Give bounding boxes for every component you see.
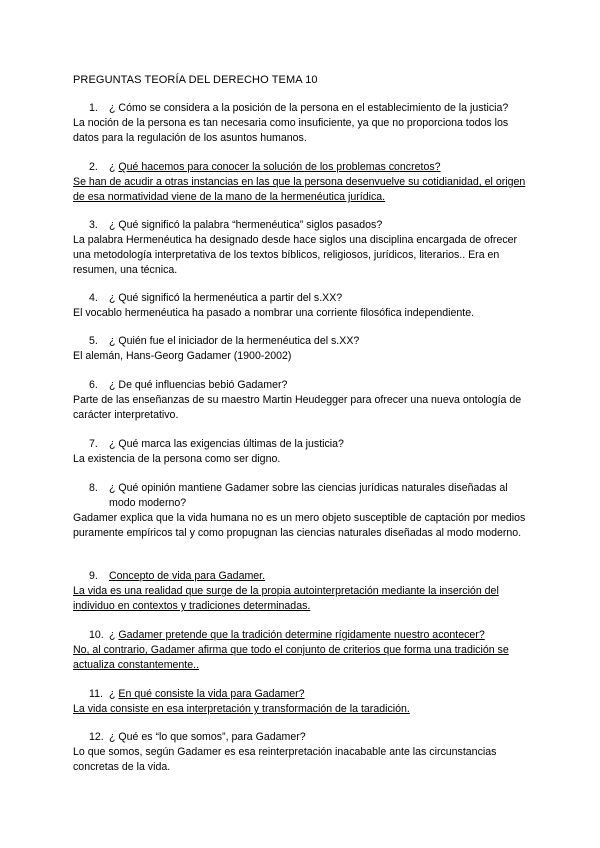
answer-9: La vida es una realidad que surge de la propia autointerpretación mediante la inserción del individuo en contextos y tradiciones determinadas.	[73, 585, 499, 612]
qa-item-7	[73, 437, 533, 467]
question-text: ¿ Qué significó la palabra “hermenéutica” siglos pasados?	[109, 219, 383, 231]
answer-4: El vocablo hermenéutica ha pasado a nombrar una corriente filosófica independiente.	[73, 307, 475, 319]
question-text: Qué hacemos para conocer la solución de los problemas concretos?	[118, 161, 441, 173]
qa-item-2	[73, 160, 533, 205]
question-1	[73, 101, 533, 116]
question-number: 5.	[89, 335, 98, 347]
answer-7: La existencia de la persona como ser digno.	[73, 453, 281, 465]
qa-item-1	[73, 101, 533, 146]
question-number: 1.	[89, 102, 98, 114]
question-text: ¿ Qué es “lo que somos”, para Gadamer?	[109, 731, 306, 743]
question-prefix: ¿	[109, 688, 119, 700]
question-text: ¿ Qué marca las exigencias últimas de la justicia?	[109, 438, 344, 450]
question-number: 2.	[89, 161, 98, 173]
question-12	[73, 730, 533, 745]
question-number: 7.	[89, 438, 98, 450]
question-8	[73, 481, 533, 511]
qa-item-4	[73, 291, 533, 321]
question-text: ¿ De qué influencias bebió Gadamer?	[109, 379, 288, 391]
question-text: Concepto de vida para Gadamer.	[109, 570, 266, 582]
question-2	[73, 160, 533, 175]
question-text: En qué consiste la vida para Gadamer?	[118, 688, 305, 700]
question-7	[73, 437, 533, 452]
question-text: Gadamer pretende que la tradición determine rígidamente nuestro acontecer?	[118, 629, 485, 641]
qa-item-5	[73, 334, 533, 364]
answer-11: La vida consiste en esa interpretación y transformación de la taradición.	[73, 703, 410, 715]
question-11	[73, 687, 533, 702]
question-text: ¿ Cómo se considera a la posición de la persona en el establecimiento de la justicia?	[109, 102, 509, 114]
answer-2: Se han de acudir a otras instancias en las que la persona desenvuelve su cotidianidad, el origen de esa normatividad viene de la mano de la hermenéutica jurídica.	[73, 176, 526, 203]
answer-12: Lo que somos, según Gadamer es esa reinterpretación inacabable ante las circunstancias concretas de la vida.	[73, 746, 497, 773]
qa-item-9	[73, 569, 533, 614]
question-number: 8.	[89, 482, 98, 494]
answer-1: La noción de la persona es tan necesaria como insuficiente, ya que no proporciona todos los datos para la regulación de los asuntos humanos.	[73, 117, 509, 144]
page-title: PREGUNTAS TEORÍA DEL DERECHO TEMA 10	[73, 74, 318, 86]
question-3	[73, 218, 533, 233]
question-9	[73, 569, 533, 584]
answer-10: No, al contrario, Gadamer afirma que todo el conjunto de criterios que forma una tradición se actualiza constantemente..	[73, 644, 509, 671]
qa-item-6	[73, 378, 533, 423]
question-6	[73, 378, 533, 393]
question-prefix: ¿	[109, 161, 119, 173]
answer-5: El alemán, Hans-Georg Gadamer (1900-2002)	[73, 350, 292, 362]
question-prefix: ¿	[109, 629, 119, 641]
question-number: 4.	[89, 292, 98, 304]
qa-item-12	[73, 730, 533, 775]
question-number: 12.	[89, 731, 104, 743]
answer-8: Gadamer explica que la vida humana no es un mero objeto susceptible de captación por medios puramente empíricos tal y como propugnan las ciencias naturales diseñadas al modo moderno.	[73, 512, 526, 539]
question-text: ¿ Qué opinión mantiene Gadamer sobre las ciencias jurídicas naturales diseñadas al modo moderno?	[109, 482, 508, 509]
qa-item-10	[73, 628, 533, 673]
question-number: 9.	[89, 570, 98, 582]
question-number: 10.	[89, 629, 104, 641]
answer-3: La palabra Hermenéutica ha designado desde hace siglos una disciplina encargada de ofrecer una metodología interpretativa de los textos bíblicos, religiosos, jurídicos, literarios.. Era en resumen, una técnica.	[73, 234, 518, 276]
question-number: 11.	[89, 688, 103, 700]
qa-item-11	[73, 687, 533, 717]
qa-item-3	[73, 218, 533, 278]
answer-6: Parte de las enseñanzas de su maestro Martin Heudegger para ofrecer una nueva ontología de carácter interpretativo.	[73, 394, 522, 421]
qa-item-8	[73, 481, 533, 541]
question-number: 3.	[89, 219, 98, 231]
question-10	[73, 628, 533, 643]
question-number: 6.	[89, 379, 98, 391]
question-text: ¿ Quién fue el iniciador de la hermenéutica del s.XX?	[109, 335, 360, 347]
question-4	[73, 291, 533, 306]
question-5	[73, 334, 533, 349]
question-text: ¿ Qué significó la hermenéutica a partir del s.XX?	[109, 292, 343, 304]
